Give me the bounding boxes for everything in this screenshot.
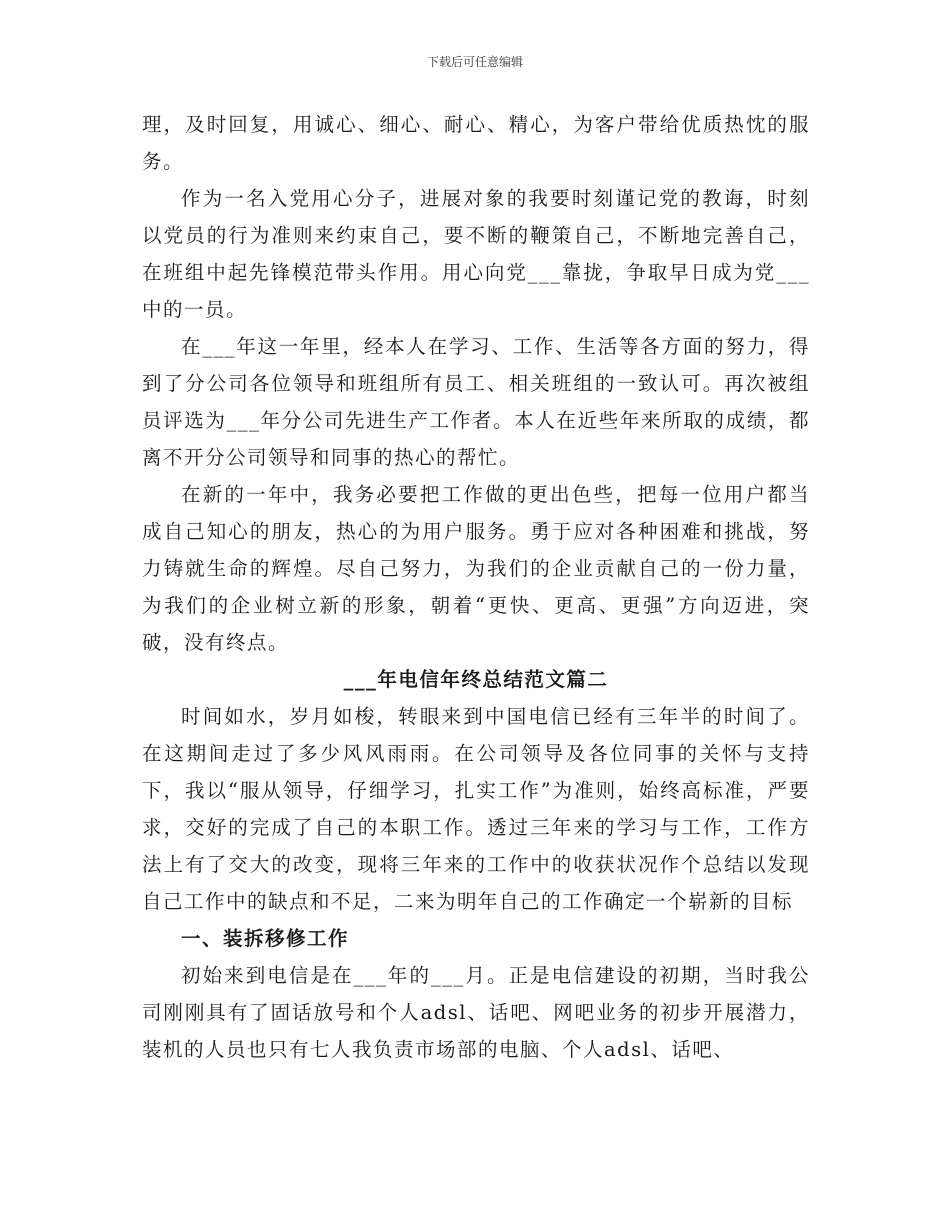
paragraph-section-intro: 时间如水，岁月如梭，转眼来到中国电信已经有三年半的时间了。在这期间走过了多少风风雨雨。在公司领导及各位同事的关怀与支持下，我以“服从领导，仔细学习，扎实工作”为准则，始终高标准，严要求，交好的完成了自己的本职工作。透过三年来的学习与工作，工作方法上有了交大的改变，现将三年来的工作中的收获状况作个总结以发现自己工作中的缺点和不足，二来为明年自己的工作确定一个崭新的目标 <box>142 705 810 913</box>
paragraph-continuation: 理，及时回复，用诚心、细心、耐心、精心，为客户带给优质热忱的服务。 <box>142 113 810 173</box>
paragraph-installation: 初始来到电信是在___年的___月。正是电信建设的初期，当时我公司刚刚具有了固话放号和个人adsl、话吧、网吧业务的初步开展潜力，装机的人员也只有七人我负责市场部的电脑、个人adsl、话吧、 <box>142 964 810 1061</box>
page-header: 下载后可任意编辑 <box>426 55 523 69</box>
paragraph-party-member: 作为一名入党用心分子，进展对象的我要时刻谨记党的教诲，时刻以党员的行为准则来约束自己，要不断的鞭策自己，不断地完善自己，在班组中起先锋模范带头作用。用心向党___靠拢，争取早日成为党___中的一员。 <box>142 187 810 321</box>
paragraph-year-review: 在___年这一年里，经本人在学习、工作、生活等各方面的努力，得到了分公司各位领导和班组所有员工、相关班组的一致认可。再次被组员评选为___年分公司先进生产工作者。本人在近些年来所取的成绩，都离不开分公司领导和同事的热心的帮忙。 <box>142 335 810 469</box>
document-body <box>142 106 810 1068</box>
subsection-title: 一、装拆移修工作 <box>181 927 350 950</box>
paragraph-new-year: 在新的一年中，我务必要把工作做的更出色些，把每一位用户都当成自己知心的朋友，热心的为用户服务。勇于应对各种困难和挑战，努力铸就生命的辉煌。尽自己努力，为我们的企业贡献自己的一份力量，为我们的企业树立新的形象，朝着“更快、更高、更强”方向迈进，突破，没有终点。 <box>142 483 810 654</box>
section-title: ___年电信年终总结范文篇二 <box>343 668 609 691</box>
